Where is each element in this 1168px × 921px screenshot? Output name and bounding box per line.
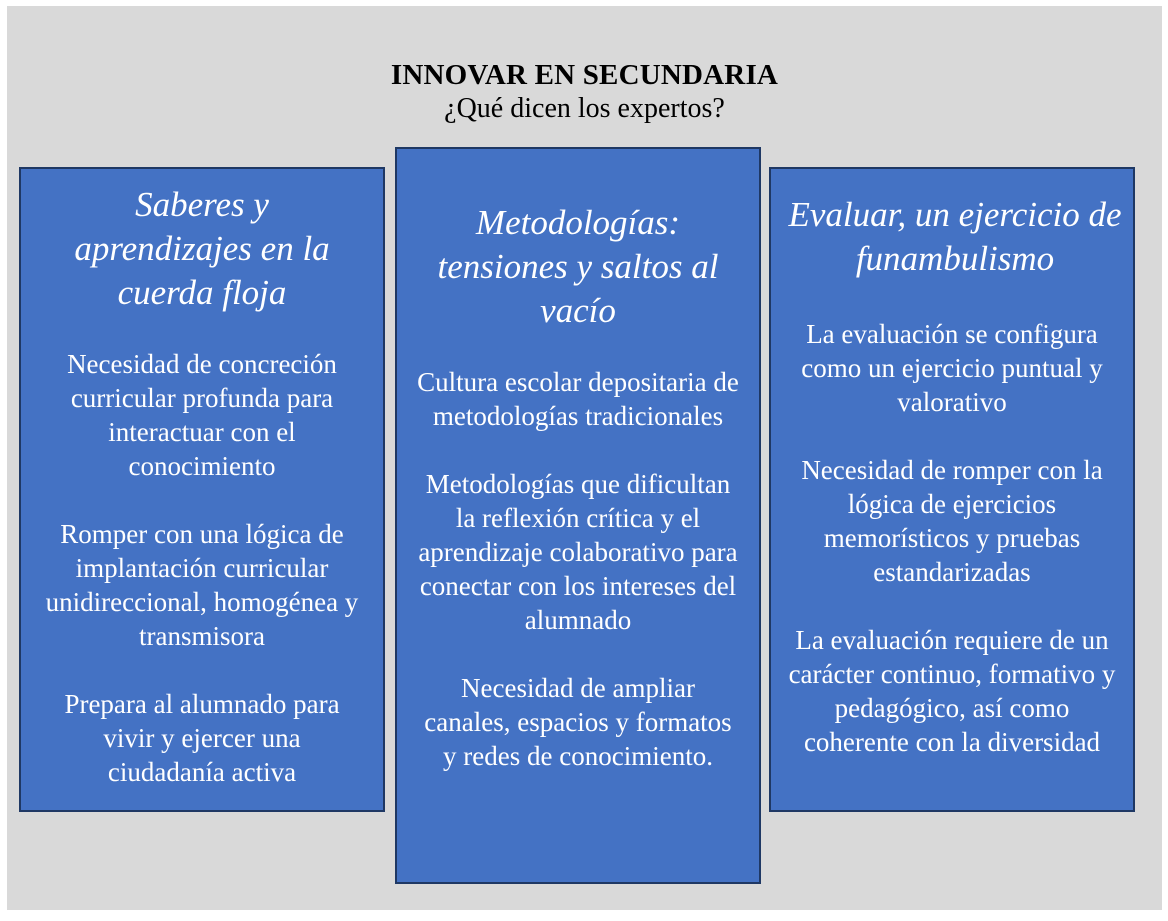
column-item: Necesidad de ampliar canales, espacios y formatos y redes de conocimiento. — [424, 673, 732, 771]
column-items — [397, 365, 759, 773]
column-items — [771, 317, 1133, 759]
column-saberes — [19, 167, 385, 812]
diagram-title: INNOVAR EN SECUNDARIA — [390, 59, 779, 91]
column-item: Cultura escolar depositaria de metodologías tradicionales — [417, 367, 739, 431]
column-heading: Saberes y aprendizajes en la cuerda floja — [74, 185, 330, 312]
diagram-header — [7, 58, 1162, 126]
diagram-subtitle: ¿Qué dicen los expertos? — [444, 93, 725, 124]
column-item: Necesidad de concreción curricular profunda para interactuar con el conocimiento — [67, 349, 337, 481]
column-item: Romper con una lógica de implantación curricular unidireccional, homogénea y transmisora — [45, 519, 359, 651]
column-heading: Metodologías: tensiones y saltos al vacío — [437, 203, 719, 330]
column-item: La evaluación se configura como un ejercicio puntual y valorativo — [801, 319, 1103, 417]
column-item: Metodologías que dificultan la reflexión crítica y el aprendizaje colaborativo para conectar con los intereses del alumnado — [418, 469, 738, 635]
column-metodologias — [395, 147, 761, 884]
column-item: Necesidad de romper con la lógica de ejercicios memorísticos y pruebas estandarizadas — [801, 455, 1103, 587]
column-item: Prepara al alumnado para vivir y ejercer una ciudadanía activa — [64, 689, 340, 787]
column-items — [21, 347, 383, 789]
column-evaluar — [769, 167, 1135, 812]
diagram-canvas — [7, 6, 1162, 910]
column-heading: Evaluar, un ejercicio de funambulismo — [788, 195, 1122, 278]
column-item: La evaluación requiere de un carácter continuo, formativo y pedagógico, así como coherente con la diversidad — [788, 625, 1116, 757]
